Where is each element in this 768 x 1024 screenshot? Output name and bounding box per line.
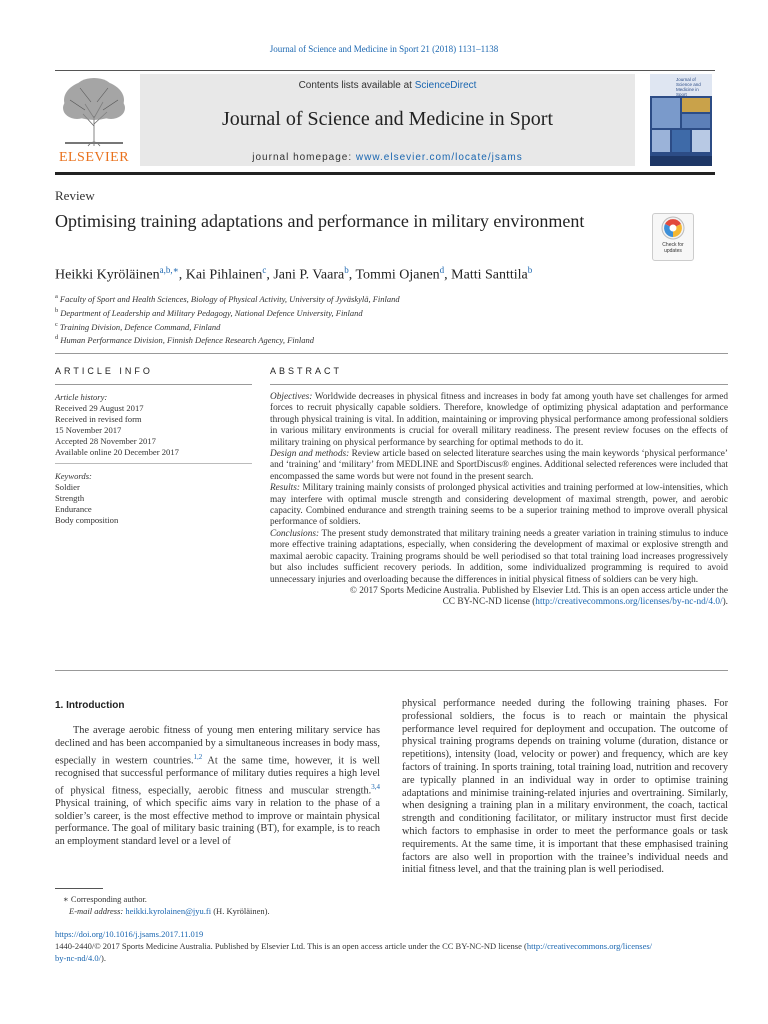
abstract-objectives: Objectives: Worldwide decreases in physical fitness and increases in body fat among youth have set challenges for armed forces to recruit physically capable soldiers. Therefore, knowledge of optimizing physical adaptation and performance through physical training is vital. In addition, maintaining or improving physical performance among professional soldiers in various military environments is crucial for overall military readiness. The present review focuses on the effects of military training on physical performance by searching for optimal methods to do it. — [270, 392, 728, 448]
abstract-rule — [270, 384, 728, 385]
author-name[interactable]: Tommi Ojanen — [355, 267, 440, 283]
article-type: Review — [55, 188, 95, 203]
author-email-link[interactable]: heikki.kyrolainen@jyu.fi — [125, 906, 212, 916]
abstract-heading: ABSTRACT — [270, 366, 343, 376]
keywords-rule — [55, 463, 252, 464]
contents-prefix: Contents lists available at — [298, 80, 415, 91]
header-bottom-rule — [55, 172, 715, 175]
keywords-block — [55, 471, 255, 526]
abstract-conclusions: Conclusions: The present study demonstrated that military training needs a greater variation in training stimulus to induce more effective training adaptations, especially, when considering the development of maximal or explosive strength and maximal aerobic capacity. Training programs should be well periodised so that total training load increases progressively but also includes sufficient recovery periods. In addition, some individualized programming is required to avoid unnecessary injuries and overloading because the differences in initial physical fitness of soldiers can be very high. — [270, 528, 728, 585]
journal-citation-link[interactable]: Journal of Science and Medicine in Sport 21 (2018) 1131–1138 — [269, 44, 499, 54]
affiliation-item: $^a$ Faculty of Sport and Health Sciences, Biology of Physical Activity, University of Jyväskylä, Finland — [55, 293, 400, 304]
homepage-link[interactable]: www.elsevier.com/locate/jsams — [355, 152, 523, 163]
history-item: Received in revised form — [55, 414, 142, 424]
abstract-results: Results: Military training mainly consists of prolonged physical activities and training performed at low-intensities, which may interfere with optimal muscle strength and considering development of maximal strength, power, and aerobic capacity. Combined endurance and strength training seems to be a superior training method to improve overall physical performance of soldiers. — [270, 483, 728, 528]
intro-left-column: The average aerobic fitness of young men entering military service has declined and has been accompanied by a simultaneous increases in body mass, especially in western countries.$^{1,2}$ At the same time, however, it is well recognised that successful performance of military duties requires a high level of physical fitness, especially, aerobic fitness and muscular strength.$^{3,4}$ Physical training, of which specific aims vary in relation to the phase of a soldier’s career, is the most effective method to improve or maintain physical performance. The goal of military basic training (BT), for example, is to reach an employment standard level or a level of — [55, 725, 380, 848]
author-affiliation-marker[interactable]: b — [527, 265, 533, 275]
affiliation-item: $^b$ Department of Leadership and Military Pedagogy, National Defence University, Finland — [55, 306, 363, 318]
citation-ref[interactable]: 1,2 — [193, 752, 203, 761]
article-info-rule — [55, 384, 252, 385]
page-footer: https://doi.org/10.1016/j.jsams.2017.11.019 1440-2440/© 2017 Sports Medicine Australia. Published by Elsevier Ltd. This is an open access article under the CC BY-NC-ND license (http://creativecommons.org/licenses/ by-nc-nd/4.0/). — [55, 928, 730, 964]
author-affiliation-marker[interactable]: a,b,∗ — [159, 265, 179, 275]
author-name[interactable]: Heikki Kyröläinen — [55, 267, 160, 283]
doi-link[interactable]: https://doi.org/10.1016/j.jsams.2017.11.019 — [55, 929, 204, 939]
affiliation-item: $^c$ Training Division, Defence Command, Finland — [55, 320, 221, 332]
section-heading-introduction: 1. Introduction — [55, 700, 125, 711]
license-link[interactable]: http://creativecommons.org/licenses/by-nc-nd/4.0/ — [535, 597, 723, 608]
journal-name: Journal of Science and Medicine in Sport — [221, 108, 554, 130]
author-name[interactable]: Jani P. Vaara — [273, 267, 345, 283]
footer-license-link-cont[interactable]: by-nc-nd/4.0/ — [55, 953, 102, 963]
corresponding-author-footnote: ∗ Corresponding author. E-mail address: heikki.kyrolainen@jyu.fi (H. Kyröläinen). — [63, 894, 270, 916]
article-info-heading: ARTICLE INFO — [55, 366, 153, 376]
journal-cover-thumbnail[interactable] — [650, 74, 712, 166]
cover-title: Journal of Science and Medicine in Sport — [676, 77, 701, 97]
intro-right-column: physical performance needed during the following training phases. For professional soldiers, the focus is to reach or maintain the physical performance level required for deployment and occupation. The outcome of physical training programs depends on training volume (duration, distance or repetitions), intensity (load, velocity or power) and frequency, which are key factors of training. In sports training, total training load, nutrition and recovery are typically planned in an individual way in order to optimise training adaptations and minimise training-related injuries and overtraining. Similarly, when designing a training plan in a military environment, the coach, tactical strength and conditioning facilitator, or military instructor must first decide which factors to emphasise in order to meet the performance goals or task requirements. At the same time, it is important that these emphasised training factors are also well in proportion with the trainee’s individual needs and initial fitness level, and that the training plan is well periodised. — [402, 698, 728, 876]
article-title: Optimising training adaptations and performance in military environment — [55, 211, 585, 231]
affiliation-item: $^d$ Human Performance Division, Finnish Defence Research Agency, Finland — [55, 334, 315, 346]
author-list: Heikki Kyröläinen$^{a,b,∗}$, Kai Pihlainen$^c$, Jani P. Vaara$^b$, Tommi Ojanen$^d$, Matti Santtila$^b$ — [55, 265, 533, 283]
author-affiliation-marker[interactable]: b — [344, 265, 349, 275]
citation-ref[interactable]: 3,4 — [371, 782, 380, 791]
author-affiliation-marker[interactable]: d — [439, 265, 445, 275]
homepage-prefix: journal homepage: — [252, 152, 356, 163]
abstract-design: Design and methods: Review article based on selected literature searches using the main keywords ‘physical performance’ and ‘training’ and ‘military’ from MEDLINE and SportDiscus® engines. Additional selected references were included that encompassed the same words but were not found in the present search. — [270, 449, 729, 482]
affiliation-list — [55, 291, 400, 346]
keyword-item[interactable]: Soldier — [55, 482, 80, 492]
author-name[interactable]: Kai Pihlainen — [185, 267, 263, 283]
abstract-body — [270, 392, 728, 609]
check-for-updates-button[interactable] — [652, 213, 694, 261]
header-top-rule — [55, 70, 715, 71]
contents-line — [140, 80, 635, 91]
section-divider — [55, 353, 728, 354]
abstract-copyright: © 2017 Sports Medicine Australia. Published by Elsevier Ltd. This is an open access article under the CC BY-NC-ND license (http://creativecommons.org/licenses/by-nc-nd/4.0/). — [349, 585, 728, 608]
section-divider — [55, 670, 728, 671]
keyword-item[interactable]: Endurance — [55, 504, 92, 514]
keyword-item[interactable]: Strength — [55, 493, 85, 503]
history-item: Received 29 August 2017 — [55, 403, 144, 413]
footer-license-link[interactable]: http://creativecommons.org/licenses/ — [526, 941, 653, 951]
keywords-label: Keywords: — [55, 471, 92, 481]
journal-homepage-line — [140, 152, 635, 163]
elsevier-wordmark: ELSEVIER — [58, 150, 130, 165]
article-history — [55, 392, 255, 458]
author-affiliation-marker[interactable]: c — [262, 265, 267, 275]
author-name[interactable]: Matti Santtila — [451, 267, 528, 283]
history-item: Available online 20 December 2017 — [55, 447, 179, 457]
history-item: 15 November 2017 — [55, 425, 122, 435]
check-for-updates-label: Check for updates — [662, 242, 684, 254]
sciencedirect-link[interactable]: ScienceDirect — [414, 80, 477, 91]
keyword-item[interactable]: Body composition — [55, 515, 119, 525]
article-history-label: Article history: — [55, 392, 108, 402]
history-item: Accepted 28 November 2017 — [55, 436, 156, 446]
footnote-rule — [55, 888, 103, 889]
